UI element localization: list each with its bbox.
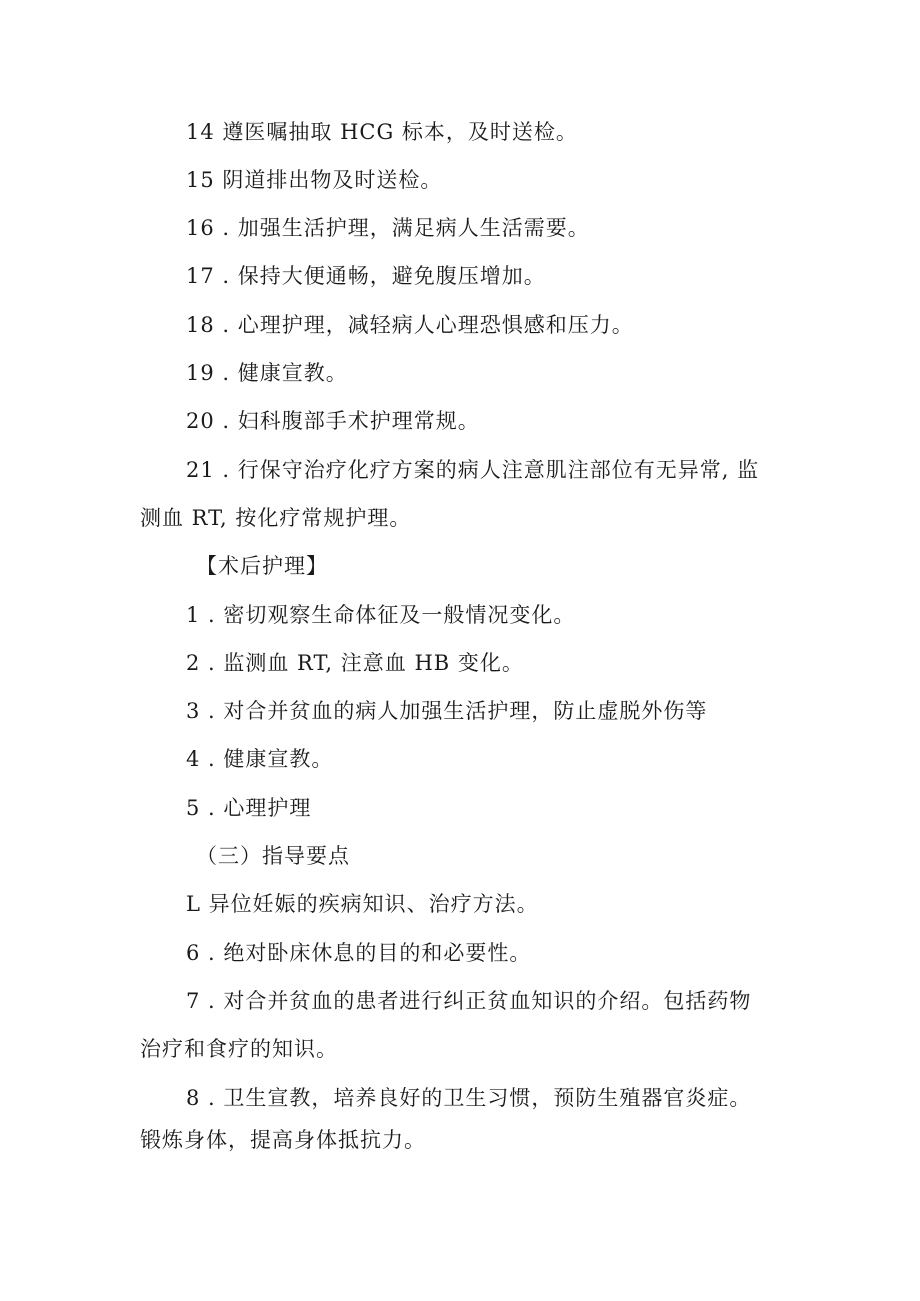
postop-item-1: 1 . 密切观察生命体征及一般情况变化。 [186, 603, 576, 627]
guidance-item-7: 7 . 对合并贫血的患者进行纠正贫血知识的介绍。包括药物 [186, 989, 752, 1013]
section-heading-postop: 【术后护理】 [196, 554, 328, 578]
postop-item-5: 5 . 心理护理 [186, 796, 312, 820]
item-21: 21 . 行保守治疗化疗方案的病人注意肌注部位有无异常, 监 [186, 458, 760, 482]
postop-item-3: 3 . 对合并贫血的病人加强生活护理，防止虚脱外伤等 [186, 699, 708, 723]
item-15: 15 阴道排出物及时送检。 [186, 168, 443, 192]
item-18: 18 . 心理护理，减轻病人心理恐惧感和压力。 [186, 313, 634, 337]
guidance-item-7-continued: 治疗和食疗的知识。 [140, 1037, 338, 1061]
guidance-item-8: 8 . 卫生宣教，培养良好的卫生习惯，预防生殖器官炎症。 [186, 1086, 752, 1110]
section-heading-guidance: （三）指导要点 [196, 844, 350, 868]
guidance-item-8-continued: 锻炼身体，提高身体抵抗力。 [140, 1128, 426, 1152]
guidance-item-6: 6 . 绝对卧床休息的目的和必要性。 [186, 941, 532, 965]
item-16: 16 . 加强生活护理，满足病人生活需要。 [186, 216, 590, 240]
item-19: 19 . 健康宣教。 [186, 361, 348, 385]
item-20: 20 . 妇科腹部手术护理常规。 [186, 409, 480, 433]
postop-item-2: 2 . 监测血 RT, 注意血 HB 变化。 [186, 651, 524, 675]
item-17: 17 . 保持大便通畅，避免腹压增加。 [186, 264, 546, 288]
postop-item-4: 4 . 健康宣教。 [186, 747, 334, 771]
item-14: 14 遵医嘱抽取 HCG 标本，及时送检。 [186, 120, 578, 144]
item-21-continued: 测血 RT, 按化疗常规护理。 [140, 506, 412, 530]
guidance-item-1: L 异位妊娠的疾病知识、治疗方法。 [186, 892, 539, 916]
